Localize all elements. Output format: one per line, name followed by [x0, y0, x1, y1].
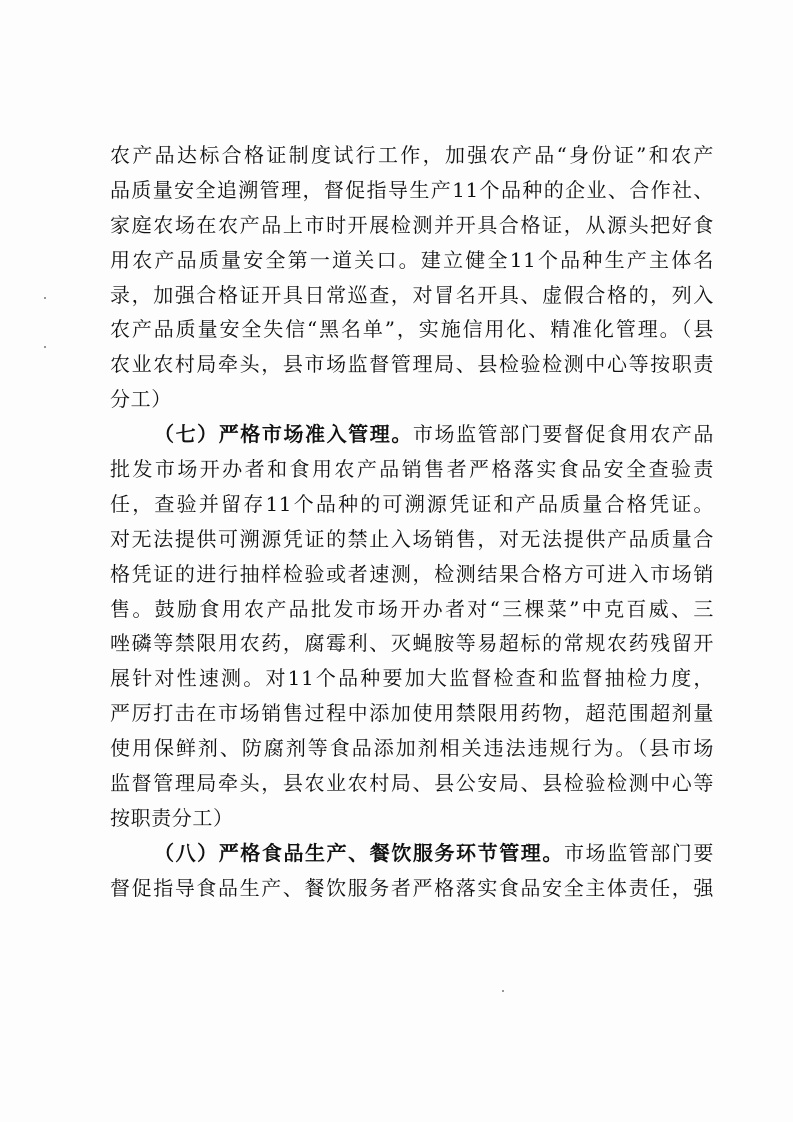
heading-line-text: 市场监管部门要: [563, 840, 714, 865]
section-heading: （八）严格食品生产、餐饮服务环节管理。: [154, 840, 564, 865]
text-line: 录，加强合格证开具日常巡查，对冒名开具、虚假合格的，列入: [110, 282, 714, 307]
margin-mark: [44, 297, 46, 299]
text-line: 农业农村局牵头，县市场监督管理局、县检验检测中心等按职责: [110, 352, 714, 377]
text-line: 家庭农场在农产品上市时开展检测并开具合格证，从源头把好食: [110, 212, 714, 237]
text-line: 品质量安全追溯管理，督促指导生产11个品种的企业、合作社、: [110, 177, 714, 202]
text-line: 展针对性速测。对11个品种要加大监督检查和监督抽检力度，: [110, 666, 714, 691]
document-body: [110, 138, 714, 906]
paragraph-2: [110, 417, 714, 836]
text-line: 农产品达标合格证制度试行工作，加强农产品“身份证”和农产: [110, 143, 714, 167]
margin-mark: [502, 990, 504, 992]
section-heading-line: [110, 836, 714, 871]
text-line: 格凭证的进行抽样检验或者速测，检测结果合格方可进入市场销: [110, 561, 714, 586]
text-line: 对无法提供可溯源凭证的禁止入场销售，对无法提供产品质量合: [110, 526, 714, 551]
section-heading: （七）严格市场准入管理。: [154, 422, 413, 447]
text-line: 分工）: [110, 387, 172, 412]
text-line: 农产品质量安全失信“黑名单”，实施信用化、精准化管理。（县: [110, 317, 714, 342]
text-line: 唑磷等禁限用农药，腐霉利、灭蝇胺等易超标的常规农药残留开: [110, 631, 714, 656]
text-line: 任，查验并留存11个品种的可溯源凭证和产品质量合格凭证。: [110, 491, 714, 516]
text-line: 使用保鲜剂、防腐剂等食品添加剂相关违法违规行为。（县市场: [110, 736, 714, 761]
paragraph-3: [110, 836, 714, 906]
text-line: 督促指导食品生产、餐饮服务者严格落实食品安全主体责任，强: [110, 875, 714, 900]
heading-line-text: 市场监管部门要督促食用农产品: [412, 422, 714, 447]
margin-mark: [44, 346, 46, 348]
paragraph-1: [110, 138, 714, 417]
text-line: 严厉打击在市场销售过程中添加使用禁限用药物，超范围超剂量: [110, 701, 714, 726]
text-line: 用农产品质量安全第一道关口。建立健全11个品种生产主体名: [110, 247, 714, 272]
section-heading-line: [110, 417, 714, 452]
text-line: 批发市场开办者和食用农产品销售者严格落实食品安全查验责: [110, 457, 714, 482]
text-line: 按职责分工）: [110, 805, 234, 830]
text-line: 售。鼓励食用农产品批发市场开办者对“三棵菜”中克百威、三: [110, 596, 714, 621]
text-line: 监督管理局牵头，县农业农村局、县公安局、县检验检测中心等: [110, 771, 714, 796]
